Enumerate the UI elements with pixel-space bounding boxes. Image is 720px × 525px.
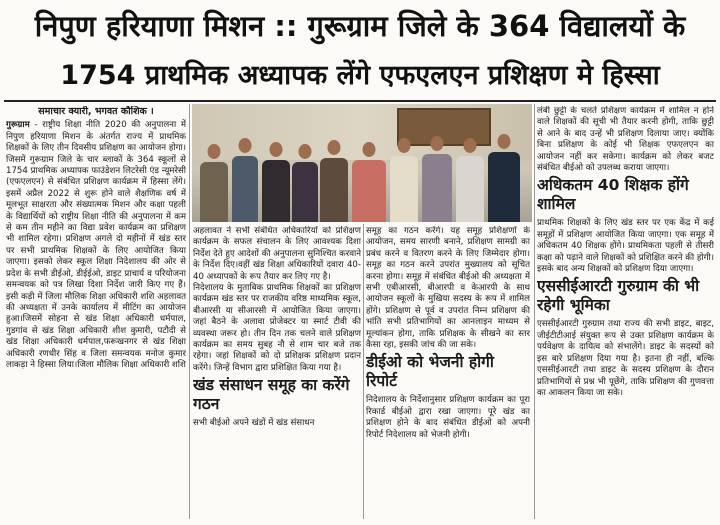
photo-person [292, 144, 318, 222]
subheading-scert: एससीईआरटी गुरुग्राम की भी रहेगी भूमिका [537, 277, 700, 315]
photo-person [262, 142, 290, 222]
column-1-text: - राष्ट्रीय शिक्षा नीति 2020 की अनुपालना में निपुण हरियाणा मिशन के अंतर्गत राज्य में प्राथमिक शिक्षकों के लिए तीन दिवसीय प्रशिक्षण का आयोजन होगा।जिसमें गुरूग्राम जिले के चार ब्लाकों के 364 स्कूलों से 1754 प्राथमिक अध्यापक फाउंडेशन लिटरेसी एंड न्यूमरेसी (एफएलएन) से संबंधित प्रशिक्षण कार्यक्रम में हिस्सा लेंगे। इसमें अप्रैल 2022 से शुरू होने वाले शैक्षणिक वर्ष में मूलभूत साक्षरता और संख्यात्मक मिशन और कक्षा पहली के विद्यार्थियों को राष्ट्रीय शिक्षा नीति की अनुपालना में कम से कम तीन महीने का विद्या प्रवेश कार्यक्रम का प्रशिक्षण भी शामिल रहेगा। प्रशिक्षण अगले दो महीनों में खंड स्तर पर सभी प्राथमिक शिक्षकों के लिए आयोजित किया जाएगा। इसको लेकर स्कूल शिक्षा निदेशालय की ओर से प्रदेश के सभी डीईओ, डीईईओ, डाइट प्राचार्य व परियोजना समन्वयक को पत्र लिखा दिशा निर्देश जारी किए गए हैं।इसी कड़ी में जिला मौलिक शिक्षा अधिकारी शशि अहलावत की अध्यक्षता में उनके कार्यालय में मीटिंग का आयोजन हुआ।जिसमें सोहना से खंड शिक्षा अधिकारी धर्मपाल, गुडगांव से खंड शिक्षा अधिकारी शीश कुमारी, पटौदी से खंड शिक्षा अधिकारी धर्मपाल,फरूखनगर से खंड शिक्षा अधिकारी रणधीर सिंह व जिला समन्वयक मनोज कुमार लाकड़ा ने हिस्सा लिया।जिला मौलिक शिक्षा अधिकारी शशि [6, 120, 186, 370]
column-3-paragraph-1: समूह का गठन करेंगे। यह समूह प्रशिक्षणों के आयोजन, समय सारणी बनाने, प्रशिक्षण सामग्री का प्रबंध करने व वितरण करने के लिए जिम्मेदार होगा। समूह का गठन करने उपरांत मुख्यालय को सूचित करना होगा। समूह में संबंधित बीईओ की अध्यक्षता में सभी एबीआरसी, बीआरपी व केआरपी के साथ आयोजन स्कूलों के मुखिया सदस्य के रूप में शामिल होंगे। प्रशिक्षण से पूर्व व उपरांत निम्न प्रशिक्षण की भांति सभी प्रतिभागियों का आनलाइन माध्यम से मूल्यांकन होगा, ताकि प्रशिक्षक के सीखने का स्तर कैसा रहा, इसकी जांच की जा सके। [366, 226, 530, 351]
headline-rule [4, 100, 716, 102]
photo-person [456, 138, 484, 222]
photo-person [422, 136, 452, 222]
subheading-deo-report: डीईओ को भेजनी होगी रिपोर्ट [366, 353, 494, 391]
column-2-paragraph-1: अहलावत ने सभी संबंधित अधिकारियों को प्रशिक्षण कार्यक्रम के सफल संचालन के लिए आवश्यक दिशा निर्देश देते हुए आदेशों की अनुपालना सुनिश्चित करवाने के निर्देश दिए।वहीं खंड शिक्षा अधिकारियों दवारा 40-40 अध्यापकों के रूप तैयार कर लिए गए है। [193, 226, 361, 282]
headline-line-1: निपुण हरियाणा मिशन :: गुरूग्राम जिले के 364 विद्यालयों के [34, 9, 686, 43]
photo-person [390, 138, 418, 222]
dateline: गुरूग्राम [6, 120, 30, 131]
photo-person [200, 144, 228, 222]
column-divider [189, 104, 190, 519]
article-column-3 [366, 226, 530, 520]
column-divider [363, 224, 364, 519]
byline: समाचार क्यारी, भगवत कौशिक । [38, 106, 154, 117]
headline-line-2: 1754 प्राथमिक अध्यापक लेंगे एफएलएन प्रशिक्षण मे हिस्सा [60, 60, 660, 91]
column-divider [534, 104, 535, 519]
photo-person [232, 138, 258, 222]
photo-person [320, 140, 348, 222]
column-2-paragraph-2: निदेशालय के मुताबिक प्राथमिक शिक्षकों का प्रशिक्षण कार्यक्रम खंड स्तर पर राजकीय वरिष्ठ माध्यमिक स्कूल, बीआरसी या सीआरसी में आयोजित किया जाएगा। जहां बैठने के अलावा प्रोजेक्टर या स्मार्ट टीवी की व्यवस्था जरूर हो। तीन दिन तक चलने वाले प्रशिक्षण कार्यक्रम का समय सुबह नौ से शाम चार बजे तक रहेगा। जहां शिक्षकों को दो प्रशिक्षक प्रशिक्षण प्रदान करेंगे। जिन्हें विभाग द्वारा प्रशिक्षित किया गया है। [193, 283, 361, 373]
column-4-paragraph-3: एससीईआरटी गुरुग्राम तथा राज्य की सभी डाइट, बाइट, जीईटीटीआई संयुक्त रूप से उक्त प्रशिक्षण कार्यक्रम के पर्यवेक्षण के दायित्व को संभालेंगे। डाइट के सदस्यों को इस बारे प्रशिक्षण दिया गया है। इतना ही नहीं, बल्कि एससीईआरटी तथा डाइट के सदस्य प्रशिक्षण के दौरान प्रतिभागियों से प्रश्न भी पूछेंगे, ताकि प्रशिक्षण की गुणवत्ता का आकलन किया जा सके। [537, 319, 714, 398]
photo-person [352, 142, 386, 222]
column-4-paragraph-2: प्राथमिक शिक्षकों के लिए खंड स्तर पर एक केंद्र में कई समूहों में प्रशिक्षण आयोजित किया जाएगा। एक समूह में अधिकतम 40 शिक्षक होंगे। प्राथमिकता पहली से तीसरी कक्षा को पढ़ाने वाले शिक्षकों को प्रशिक्षित करने की होगी। इसके बाद अन्य शिक्षकों को प्रशिक्षण दिया जाएगा। [537, 218, 714, 275]
column-4-paragraph-1: लंबी छुट्टी के चलते प्रशिक्षण कार्यक्रम में शामिल न होने वाले शिक्षकों की सूची भी तैयार करनी होगी, ताकि छुट्टी से आने के बाद उन्हें भी प्रशिक्षण दिलाया जाए। क्योंकि बिना प्रशिक्षण के कोई भी शिक्षक एफएलएन का आयोजन नहीं कर सकेगा। कार्यक्रम को लेकर बजट संबंधित बीईओ को उपलब्ध कराया जाएगा। [537, 106, 714, 174]
article-column-2 [193, 226, 361, 520]
news-photo [192, 104, 532, 222]
subheading-khand-sansadhan: खंड संसाधन समूह का करेंगे गठन [193, 376, 350, 414]
column-2-paragraph-3: सभी बीईओ अपने खंडों में खंड संसाधन [193, 418, 315, 429]
subheading-adhiktam-40: अधिकतम 40 शिक्षक होंगे शामिल [537, 176, 689, 214]
article-column-1 [6, 106, 186, 520]
column-1-paragraph [6, 120, 186, 371]
photo-person [488, 134, 520, 222]
column-3-paragraph-2: निदेशालय के निर्देशानुसार प्रशिक्षण कार्यक्रम का पूरा रिकार्ड बीईओ द्वारा रखा जाएगा। पूरे खंड का प्रशिक्षण होने के बाद संबंधित डीईओ को अपनी रिपोर्ट निदेशालय को भेजनी होगी। [366, 395, 530, 440]
article-column-4 [537, 106, 714, 520]
